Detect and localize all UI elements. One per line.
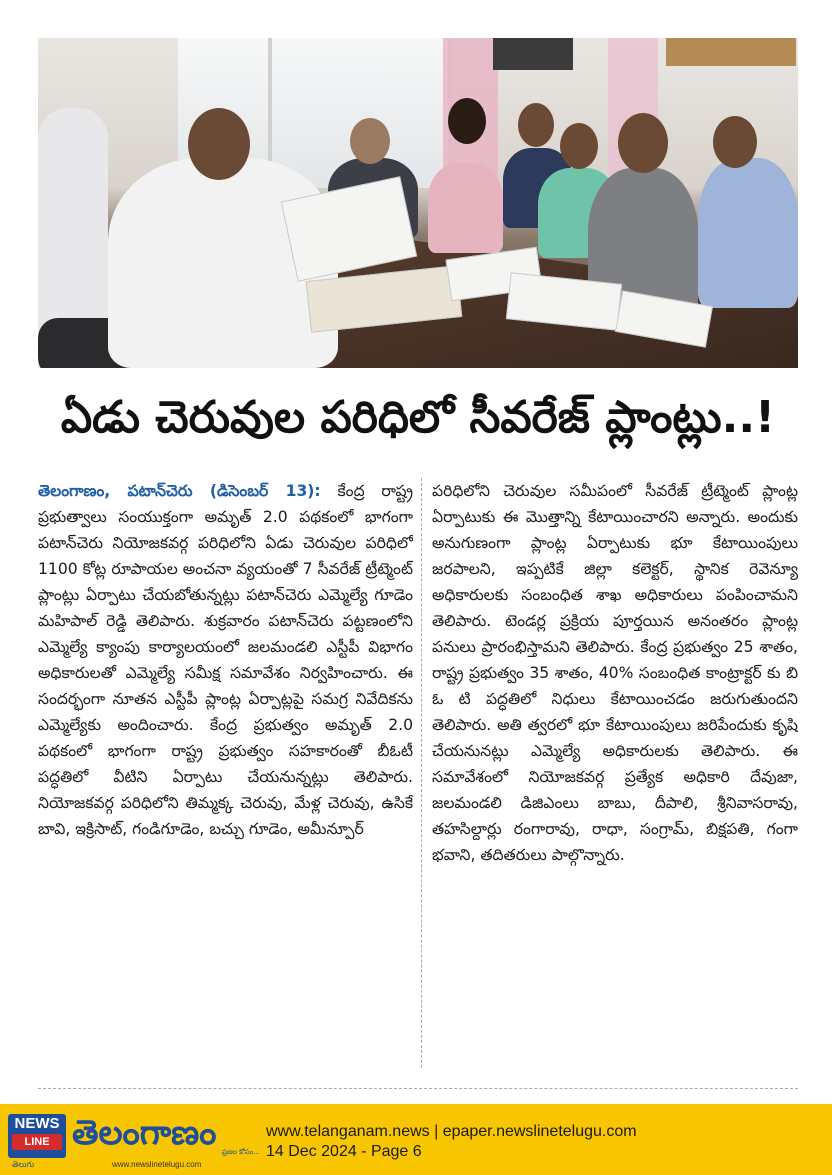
person-head	[560, 123, 598, 169]
logo-telugu-text: తెలుగు	[12, 1160, 35, 1169]
logo-line-text: LINE	[12, 1134, 62, 1150]
person-head	[448, 98, 486, 144]
wall-frame	[493, 38, 573, 70]
article-text-left: కేంద్ర రాష్ట్ర ప్రభుత్వాలు సంయుక్తంగా అమృత్ 2.0 పథకంలో భాగంగా పటాన్‌చెరు నియోజకవర్గ పరిధిలోని ఏడు చెరువుల పరిధిలో 1100 కోట్ల రూపాయల అంచనా వ్యయంతో 7 సీవరేజ్ ట్రీట్మెంట్ ప్లాంట్లు ఏర్పాటు చేయబోతున్నట్లు పటాన్‌చెరు ఎమ్మెల్యే గూడెం మహిపాల్ రెడ్డి తెలిపారు. శుక్రవారం పటాన్‌చెరు పట్టణంలోని ఎమ్మెల్యే క్యాంపు కార్యాలయంలో జలమండలి ఎస్టీపీ విభాగం అధికారులతో ఎమ్మెల్యే సమీక్ష సమావేశం నిర్వహించారు. ఈ సందర్భంగా నూతన ఎస్టీపీ ప్లాంట్ల ఏర్పాట్లపై సమగ్ర నివేదికను ఎమ్మెల్యేకు అందించారు. కేంద్ర ప్రభుత్వం అమృత్ 2.0 పథకంలో భాగంగా రాష్ట్ర ప్రభుత్వం సహకారంతో బీఓటీ పద్ధతిలో వీటిని ఏర్పాటు చేయనున్నట్లు తెలిపారు. నియోజకవర్గ పరిధిలోని తిమ్మక్క చెరువు, మేళ్ల చెరువు, ఉసికే బావి, ఇక్రిసాట్, గండిగూడెం, బచ్చు గూడెం, అమీన్పూర్	[38, 482, 413, 838]
footer-info	[266, 1122, 806, 1162]
logo-tagline: ప్రజల కోసం...	[222, 1148, 260, 1156]
article-column-right	[432, 478, 798, 1074]
footer-bar	[0, 1104, 832, 1175]
person-head	[350, 118, 390, 164]
headline: ఏడు చెరువుల పరిధిలో సీవరేజ్ ప్లాంట్లు..!	[60, 392, 776, 443]
footer-links[interactable]: www.telanganam.news | epaper.newslinetelugu.com	[266, 1123, 637, 1140]
article-photo	[38, 38, 798, 368]
telanganam-logo: తెలంగాణం	[72, 1113, 217, 1153]
logo-url: www.newslinetelugu.com	[112, 1160, 202, 1169]
person	[428, 163, 503, 253]
person-head	[188, 108, 250, 180]
article-text-right: పరిధిలోని చెరువుల సమీపంలో సీవరేజ్ ట్రీట్మెంట్ ప్లాంట్ల ఏర్పాటుకు ఈ మొత్తాన్ని కేటాయించారని అన్నారు. అందుకు అనుగుణంగా ప్లాంట్ల ఏర్పాటుకు భూ కేటాయింపులు జరపాలని, ఇప్పటికే జిల్లా కలెక్టర్, స్థానిక రెవెన్యూ అధికారులకు సంబంధిత శాఖ అధికారులు పంపించామని తెలిపారు. టెండర్ల ప్రక్రియ పూర్తయిన అనంతరం ప్లాంట్ల పనులు ప్రారంభిస్తామని తెలిపారు. కేంద్ర ప్రభుత్వం 25 శాతం, రాష్ట్ర ప్రభుత్వం 35 శాతం, 40% సంబంధిత కాంట్రాక్టర్ కు బి ఓ టి పద్ధతిలో నిధులు కేటాయించడం జరుగుతుందని తెలిపారు. అతి త్వరలో భూ కేటాయింపులు జరిపేందుకు కృషి చేయనునట్లు ఎమ్మెల్యే అధికారులకు తెలిపారు. ఈ సమావేశంలో నియోజకవర్గ ప్రత్యేక అధికారి దేవుజా, జలమండలి డిజిఎంలు బాబు, దీపాలి, శ్రీనివాసరావు, తహసిల్దార్లు రంగారావు, రాధా, సంగ్రామ్, బిక్షపతి, గంగా భవాని, తదితరులు పాల్గొన్నారు.	[432, 482, 798, 864]
dateline: తెలంగాణం, పటాన్‌చెరు (డిసెంబర్ 13):	[38, 482, 321, 500]
person-head	[518, 103, 554, 147]
logo-news-text: NEWS	[14, 1115, 60, 1132]
wall-board	[666, 38, 796, 66]
column-divider	[421, 478, 422, 1068]
person	[698, 158, 798, 308]
footer-divider	[38, 1088, 798, 1089]
newsline-logo	[8, 1114, 66, 1158]
person-head	[618, 113, 668, 173]
article-column-left	[38, 478, 413, 1074]
person-head	[713, 116, 757, 168]
footer-date-page: 14 Dec 2024 - Page 6	[266, 1143, 422, 1160]
